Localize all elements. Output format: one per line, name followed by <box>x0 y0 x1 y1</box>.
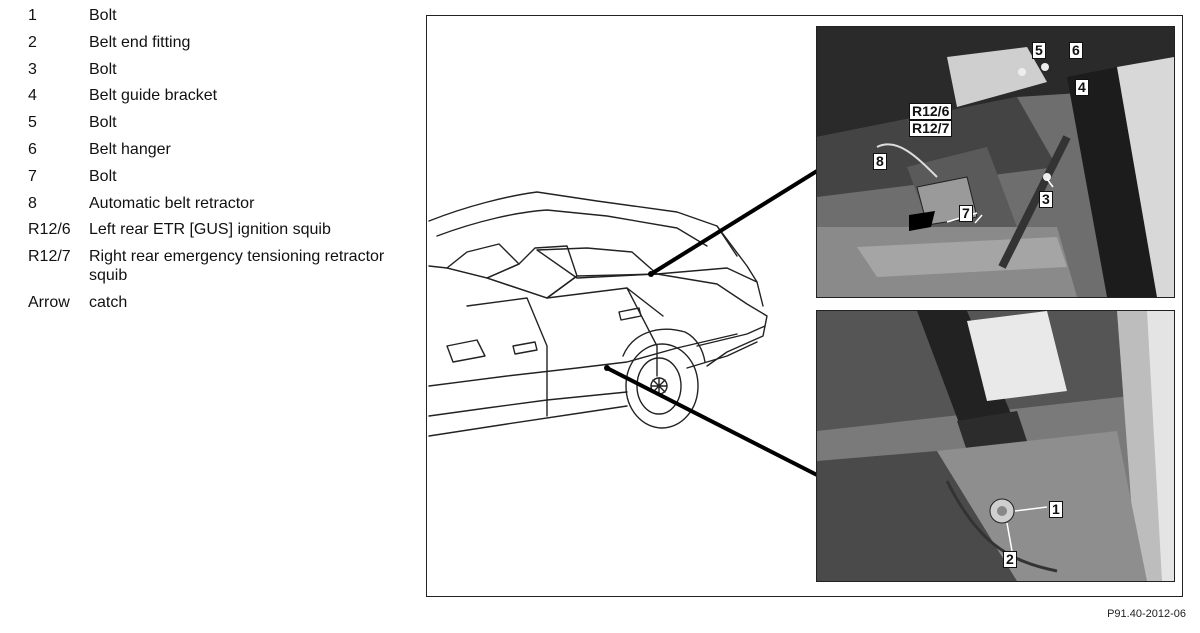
legend-row <box>28 33 408 52</box>
legend-value: Automatic belt retractor <box>89 194 255 212</box>
legend-value: Right rear emergency tensioning retractor squib <box>89 248 385 285</box>
legend-row <box>28 60 408 79</box>
figure-frame <box>426 15 1183 597</box>
legend-value: Bolt <box>89 60 117 78</box>
legend-key: 7 <box>28 167 37 185</box>
legend-list <box>28 6 408 320</box>
legend-row <box>28 247 408 285</box>
retractor-photo <box>816 26 1175 298</box>
legend-key: 3 <box>28 60 37 78</box>
legend-row <box>28 113 408 132</box>
legend-key: 4 <box>28 87 37 105</box>
leader-line-bottom <box>607 368 819 476</box>
legend-value: Bolt <box>89 114 117 132</box>
callout-8: 8 <box>873 153 887 170</box>
leader-line-top <box>651 171 817 274</box>
callout-7: 7 <box>959 205 973 222</box>
legend-key: R12/6 <box>28 221 71 239</box>
legend-value: Belt hanger <box>89 140 171 158</box>
callout-5: 5 <box>1032 42 1046 59</box>
legend-key: 5 <box>28 114 37 132</box>
legend-key: 2 <box>28 33 37 51</box>
callout-3: 3 <box>1039 191 1053 208</box>
legend-row <box>28 167 408 186</box>
belt-end-fitting-photo <box>816 310 1175 582</box>
callout-2: 2 <box>1003 551 1017 568</box>
legend-key: 8 <box>28 194 37 212</box>
legend-key: 6 <box>28 140 37 158</box>
legend-key: Arrow <box>28 293 70 311</box>
callout-r12-6: R12/6 <box>909 103 952 120</box>
legend-key: 1 <box>28 7 37 24</box>
legend-key: R12/7 <box>28 248 71 266</box>
legend-row <box>28 140 408 159</box>
legend-value: Bolt <box>89 7 117 24</box>
legend-value: Left rear ETR [GUS] ignition squib <box>89 221 331 239</box>
legend-value: Belt guide bracket <box>89 87 218 105</box>
figure-reference: P91.40-2012-06 <box>1107 608 1186 620</box>
callout-1: 1 <box>1049 501 1063 518</box>
legend-row <box>28 86 408 105</box>
callout-6: 6 <box>1069 42 1083 59</box>
legend-row <box>28 194 408 213</box>
callout-r12-7: R12/7 <box>909 120 952 137</box>
legend-row <box>28 220 408 239</box>
legend-value: Belt end fitting <box>89 33 191 51</box>
legend-value: Bolt <box>89 167 117 185</box>
legend-value: catch <box>89 293 128 311</box>
legend-row <box>28 6 408 25</box>
callout-4: 4 <box>1075 79 1089 96</box>
legend-row <box>28 293 408 312</box>
